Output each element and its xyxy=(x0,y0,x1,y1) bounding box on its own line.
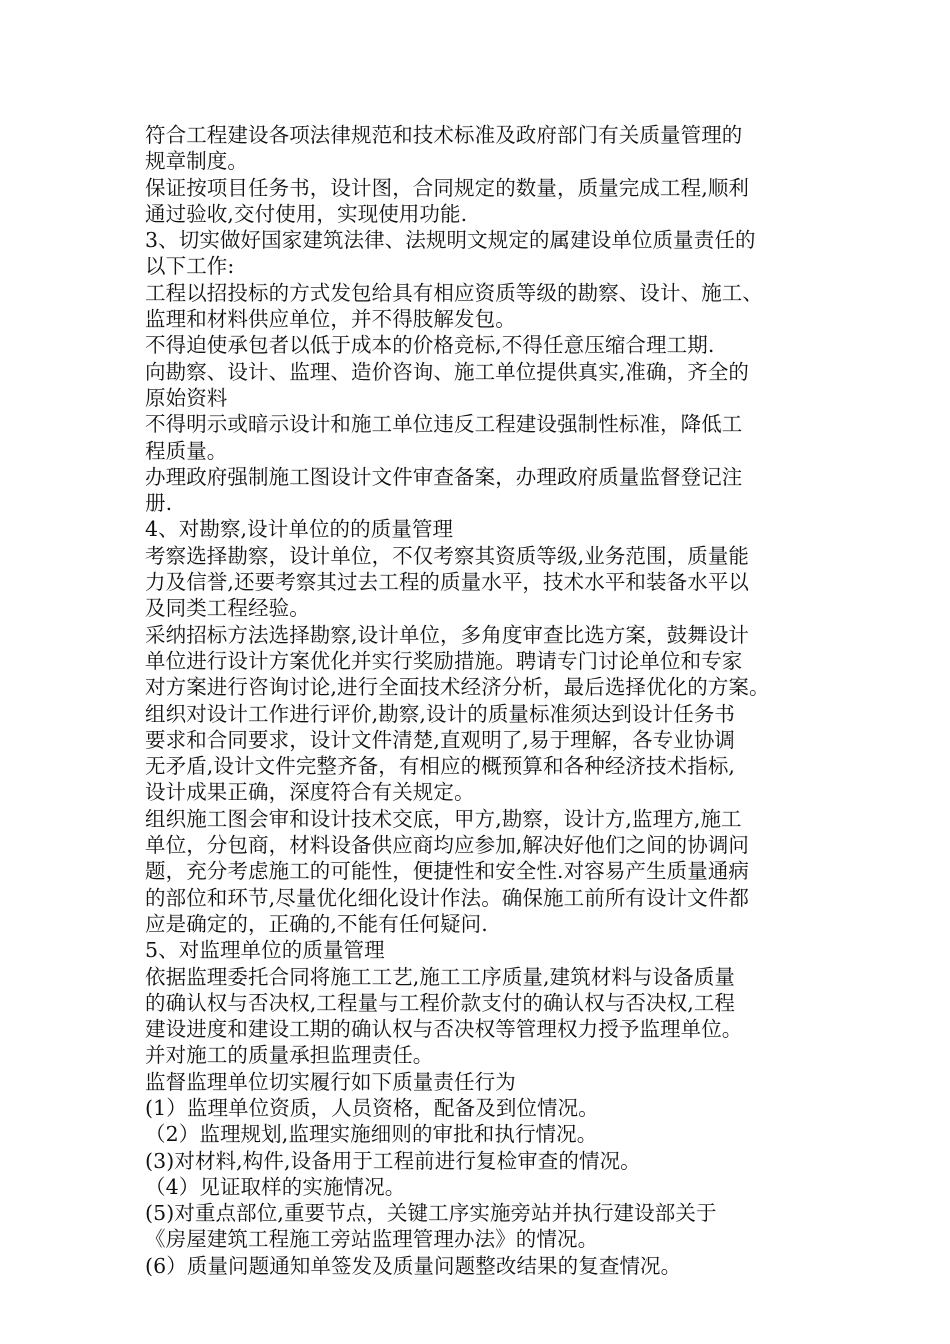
text-line: 的部位和环节,尽量优化细化设计作法。确保施工前所有设计文件都 xyxy=(145,885,750,910)
text-line: 依据监理委托合同将施工工艺,施工工序质量,建筑材料与设备质量 xyxy=(145,964,736,989)
text-line: 组织施工图会审和设计技术交底，甲方,勘察，设计方,监理方,施工 xyxy=(145,806,742,831)
text-line: 要求和合同要求，设计文件清楚,直观明了,易于理解，各专业协调 xyxy=(145,727,736,752)
text-line: 工程以招投标的方式发包给具有相应资质等级的勘察、设计、施工、 xyxy=(145,280,763,305)
text-line: 及同类工程经验。 xyxy=(145,596,310,621)
text-line: 单位，分包商，材料设备供应商均应参加,解决好他们之间的协调问 xyxy=(145,833,750,858)
text-line: 设计成果正确，深度符合有关规定。 xyxy=(145,780,475,805)
text-line: 册. xyxy=(145,491,173,516)
list-item: 《房屋建筑工程施工旁站监理管理办法》的情况。 xyxy=(145,1227,599,1252)
text-line: 向勘察、设计、监理、造价咨询、施工单位提供真实,准确，齐全的 xyxy=(145,359,750,384)
text-line: 应是确定的，正确的,不能有任何疑问. xyxy=(145,911,488,936)
text-line: 不得迫使承包者以低于成本的价格竞标,不得任意压缩合理工期. xyxy=(145,333,715,358)
text-line: 对方案进行咨询讨论,进行全面技术经济分析，最后选择优化的方案。 xyxy=(145,675,770,700)
text-line: 的确认权与否决权,工程量与工程价款支付的确认权与否决权,工程 xyxy=(145,990,736,1015)
text-line: 并对施工的质量承担监理责任。 xyxy=(145,1043,434,1068)
list-item: (6）质量问题通知单签发及质量问题整改结果的复查情况。 xyxy=(145,1253,682,1278)
text-line: 单位进行设计方案优化并实行奖励措施。聘请专门讨论单位和专家 xyxy=(145,648,743,673)
text-line: 组织对设计工作进行评价,勘察,设计的质量标准须达到设计任务书 xyxy=(145,701,736,726)
text-line: 题，充分考虑施工的可能性，便捷性和安全性.对容易产生质量通病 xyxy=(145,859,750,884)
text-line: 考察选择勘察，设计单位，不仅考察其资质等级,业务范围，质量能 xyxy=(145,543,750,568)
section-heading: 3、切实做好国家建筑法律、法规明文规定的属建设单位质量责任的 xyxy=(145,228,756,253)
text-line: 采纳招标方法选择勘察,设计单位，多角度审查比选方案，鼓舞设计 xyxy=(145,622,750,647)
text-line: 力及信誉,还要考察其过去工程的质量水平，技术水平和装备水平以 xyxy=(145,570,750,595)
text-line: 通过验收,交付使用，实现使用功能. xyxy=(145,201,468,226)
text-line: 办理政府强制施工图设计文件审查备案，办理政府质量监督登记注 xyxy=(145,464,743,489)
text-line: 规章制度。 xyxy=(145,149,248,174)
section-heading: 5、对监理单位的质量管理 xyxy=(145,938,385,963)
list-item: （2）监理规划,监理实施细则的审批和执行情况。 xyxy=(145,1122,598,1147)
text-line: 保证按项目任务书，设计图，合同规定的数量，质量完成工程,顺利 xyxy=(145,175,750,200)
text-line: 程质量。 xyxy=(145,438,228,463)
list-item: (5)对重点部位,重要节点，关键工序实施旁站并执行建设部关于 xyxy=(145,1201,717,1226)
section-heading: 4、对勘察,设计单位的的质量管理 xyxy=(145,517,454,542)
text-line: 不得明示或暗示设计和施工单位违反工程建设强制性标准，降低工 xyxy=(145,412,743,437)
list-item: (1）监理单位资质，人员资格，配备及到位情况。 xyxy=(145,1095,599,1120)
text-line: 原始资料 xyxy=(145,385,228,410)
list-item: (3)对材料,构件,设备用于工程前进行复检审查的情况。 xyxy=(145,1148,641,1173)
text-line: 监理和材料供应单位，并不得肢解发包。 xyxy=(145,307,516,332)
text-line: 建设进度和建设工期的确认权与否决权等管理权力授予监理单位。 xyxy=(145,1017,743,1042)
document-body xyxy=(145,122,817,1279)
list-item: （4）见证取样的实施情况。 xyxy=(145,1174,406,1199)
text-line: 无矛盾,设计文件完整齐备，有相应的概预算和各种经济技术指标, xyxy=(145,754,736,779)
text-line: 监督监理单位切实履行如下质量责任行为 xyxy=(145,1069,516,1094)
text-line: 符合工程建设各项法律规范和技术标准及政府部门有关质量管理的 xyxy=(145,123,743,147)
text-line: 以下工作: xyxy=(145,254,235,279)
